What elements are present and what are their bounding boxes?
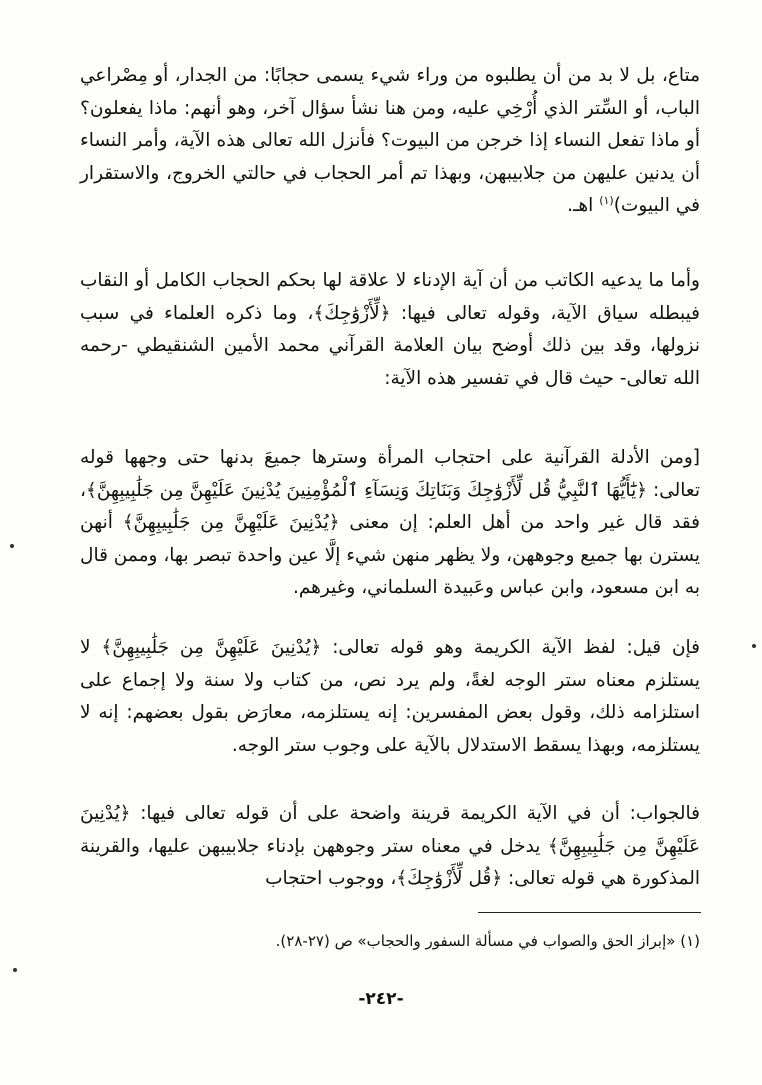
paragraph-1 [80, 60, 700, 223]
quran-verse: ﴿قُل لِّأَزْوَٰجِكَ﴾ [396, 868, 503, 889]
quran-verse: ﴿لِّأَزْوَٰجِكَ﴾ [313, 302, 391, 324]
paragraph-4-text-b: لا يستلزم معناه ستر الوجه لغةً، ولم يرد نص، من كتاب ولا سنة ولا إجماع على استلزامه ذلك، وقول بعض المفسرين: إنه يستلزمه، معارَض بقول بعضهم: إنه لا يستلزمه، وبهذا يسقط الاستدلال بالآية على وجوب ستر الوجه. [80, 637, 700, 756]
paragraph-2-text-a: وأما ما يدعيه الكاتب من أن آية الإدناء لا علاقة لها بحكم الحجاب الكامل أو النقاب فيبطله سياق الآية، وقوله تعالى فيها: [80, 270, 701, 324]
footnote-reference[interactable]: (١) [599, 193, 614, 207]
quran-verse: ﴿يُدْنِينَ عَلَيْهِنَّ مِن جَلَٰبِيبِهِنَّ﴾ [101, 637, 322, 658]
paragraph-5-text-c: ، ووجوب احتجاب [265, 868, 397, 889]
paragraph-2 [80, 265, 700, 395]
quran-verse: ﴿يُدْنِينَ عَلَيْهِنَّ مِن جَلَٰبِيبِهِنَّ﴾ [80, 803, 700, 857]
scan-speck [13, 968, 17, 972]
paragraph-1-end: اهـ. [567, 195, 600, 216]
footnote-text: «إبراز الحق والصواب في مسألة السفور والحجاب» ص (٢٧-٢٨). [275, 932, 676, 950]
paragraph-4 [80, 632, 700, 762]
footnote [80, 928, 700, 954]
scan-speck [752, 644, 756, 648]
paragraph-5 [80, 798, 700, 896]
paragraph-4-text-a: فإن قيل: لفظ الآية الكريمة وهو قوله تعالى: [321, 637, 701, 658]
quran-verse: ﴿يُدْنِينَ عَلَيْهِنَّ مِن جَلَٰبِيبِهِنَّ﴾ [122, 512, 340, 533]
paragraph-3-text-a: [ومن الأدلة القرآنية على احتجاب المرأة وسترها جميعَ بدنها حتى وجهها قوله تعالى: [80, 447, 700, 501]
paragraph-5-text-b: يدخل في معناه ستر وجوههن بإدناء جلابيبهن عليها، والقرينة المذكورة هي قوله تعالى: [80, 835, 700, 889]
paragraph-3-text-b: ، فقد قال غير واحد من أهل العلم: إن معنى [80, 479, 701, 533]
paragraph-5-text-a: فالجواب: أن في الآية الكريمة قرينة واضحة على أن قوله تعالى فيها: [130, 803, 700, 824]
scan-speck [10, 544, 14, 548]
page-number: -٢٤٢- [358, 989, 404, 1009]
paragraph-2-text-b: ، وما ذكره العلماء في سبب نزولها، وقد بين ذلك أوضح بيان العلامة القرآني محمد الأمين الشنقيطي -رحمه الله تعالى- حيث قال في تفسير هذه الآية: [80, 302, 700, 389]
footnote-divider [478, 912, 701, 913]
paragraph-3 [80, 442, 700, 605]
paragraph-3-text-c: أنهن يسترن بها جميع وجوههن، ولا يظهر منهن شيء إلَّا عين واحدة تبصر بها، وممن قال به ابن مسعود، وابن عباس وعَبيدة السلماني، وغيرهم. [80, 512, 700, 598]
quran-verse: ﴿يَٰٓأَيُّهَا ٱلنَّبِيُّ قُل لِّأَزْوَٰجِكَ وَبَنَاتِكَ وَنِسَآءِ ٱلْمُؤْمِنِينَ يُدْنِينَ عَلَيْهِنَّ مِن جَلَٰبِيبِهِنَّ﴾ [85, 479, 648, 501]
paragraph-1-text: متاع، بل لا بد من أن يطلبوه من وراء شيء يسمى حجابًا: من الجدار، أو مِصْراعي الباب، أو السِّتر الذي أُرْخِي عليه، ومن هنا نشأ سؤال آخر، وهو أنهم: ماذا يفعلون؟ أو ماذا تفعل النساء إذا خرجن من البيوت؟ فأنزل الله تعالى هذه الآية، وأمر النساء أن يدنين عليهن من جلابيبهن، وبهذا تم أمر الحجاب في حالتي الخروج، والاستقرار في البيوت) [80, 65, 700, 216]
footnote-number: (١) [680, 932, 700, 950]
